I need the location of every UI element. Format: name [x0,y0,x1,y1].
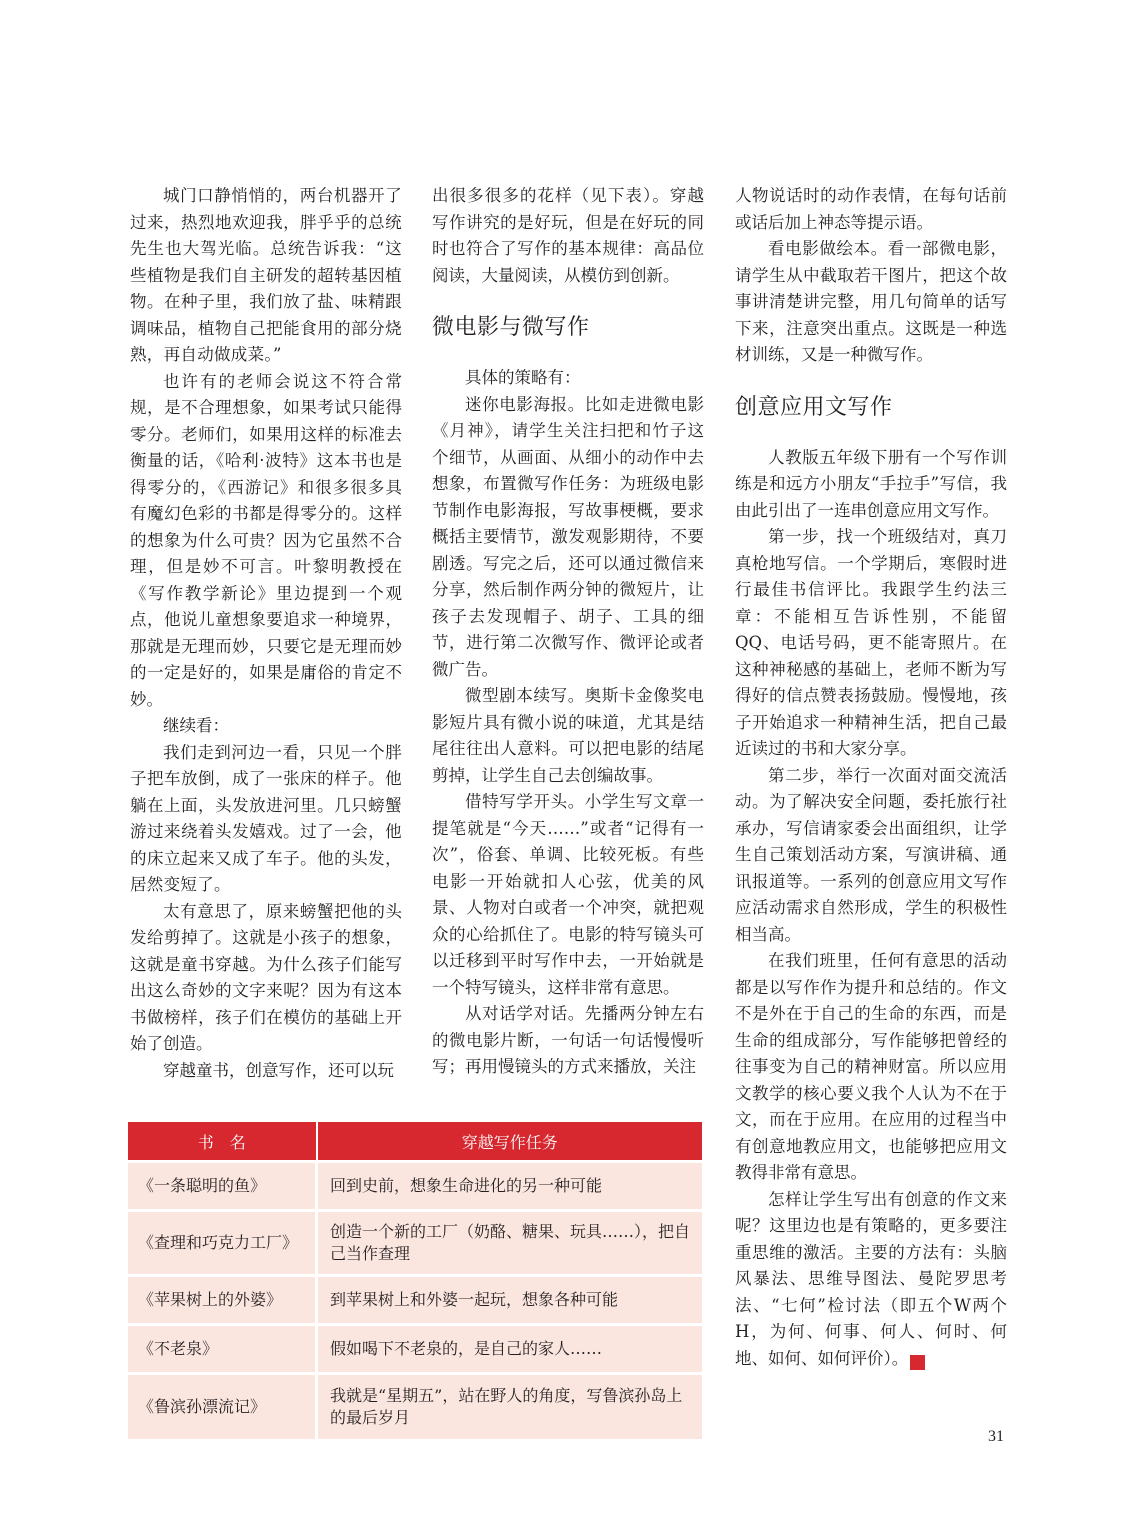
task-cell: 创造一个新的工厂（奶酪、糖果、玩具……），把自己当作查理 [317,1211,703,1276]
header-book-name: 书 名 [128,1122,317,1162]
table-row [128,1211,702,1276]
column-3 [735,183,1007,1372]
task-cell: 我就是“星期五”，站在野人的角度，写鲁滨孙岛上的最后岁月 [317,1374,703,1440]
section-heading: 创意应用文写作 [735,394,893,420]
book-cell: 《查理和巧克力工厂》 [128,1211,317,1276]
column-1 [130,183,402,1084]
body-paragraph: 继续看： [163,716,229,735]
quote-paragraph: 城门口静悄悄的，两台机器开了过来，热烈地欢迎我，胖乎乎的总统先生也大驾光临。总统告诉我：“这些植物是我们自主研发的超转基因植物。在种子里，我们放了盐、味精跟调味品，植物自己把能食用的部分烧熟，再自动做成菜。” [130,186,402,364]
table-row [128,1325,702,1374]
page-number: 31 [988,1428,1004,1445]
body-paragraph: 太有意思了，原来螃蟹把他的头发给剪掉了。这就是小孩子的想象，这就是童书穿越。为什么孩子们能写出这么奇妙的文字来呢？因为有这本书做榜样，孩子们在模仿的基础上开始了创造。 [130,901,402,1053]
table-row [128,1276,702,1325]
body-paragraph: 出很多很多的花样（见下表）。穿越写作讲究的是好玩，但是在好玩的同时也符合了写作的基本规律：高品位阅读，大量阅读，从模仿到创新。 [432,186,704,285]
book-cell: 《不老泉》 [128,1325,317,1374]
body-paragraph: 从对话学对话。先播两分钟左右的微电影片断，一句话一句话慢慢听写；再用慢镜头的方式来播放，关注 [432,1004,704,1076]
table-row [128,1162,702,1211]
body-paragraph: 看电影做绘本。看一部微电影，请学生从中截取若干图片，把这个故事讲清楚讲完整，用几句简单的话写下来，注意突出重点。这既是一种选材训练，又是一种微写作。 [735,239,1007,364]
body-paragraph: 也许有的老师会说这不符合常规，是不合理想象，如果考试只能得零分。老师们，如果用这样的标准去衡量的话，《哈利·波特》这本书也是得零分的，《西游记》和很多很多具有魔幻色彩的书都是得零分的。这样的想象为什么可贵？因为它虽然不合理，但是妙不可言。叶黎明教授在《写作教学新论》里边提到一个观点，他说儿童想象要追求一种境界，那就是无理而妙，只要它是无理而妙的一定是好的，如果是庸俗的肯定不妙。 [130,371,402,709]
body-paragraph: 具体的策略有： [465,368,581,387]
body-paragraph: 借特写学开头。小学生写文章一提笔就是“今天……”或者“记得有一次”，俗套、单调、比较死板。有些电影一开始就扣人心弦，优美的风景、人物对白或者一个冲突，就把观众的心给抓住了。电影的特写镜头可以迁移到平时写作中去，一开始就是一个特写镜头，这样非常有意思。 [432,792,704,997]
book-cell: 《鲁滨孙漂流记》 [128,1374,317,1440]
body-paragraph: 穿越童书，创意写作，还可以玩 [163,1060,394,1080]
table-header-row [128,1122,702,1162]
body-paragraph: 人物说话时的动作表情，在每句话前或话后加上神态等提示语。 [735,186,1007,232]
header-task: 穿越写作任务 [317,1122,703,1162]
book-cell: 《一条聪明的鱼》 [128,1162,317,1211]
task-cell: 到苹果树上和外婆一起玩，想象各种可能 [317,1276,703,1325]
quote-paragraph: 我们走到河边一看，只见一个胖子把车放倒，成了一张床的样子。他躺在上面，头发放进河里。几只螃蟹游过来绕着头发嬉戏。过了一会，他的床立起来又成了车子。他的头发，居然变短了。 [130,742,402,894]
book-task-table [128,1122,702,1439]
body-paragraph: 在我们班里，任何有意思的活动都是以写作作为提升和总结的。作文不是外在于自己的生命的东西，而是生命的组成部分，写作能够把曾经的往事变为自己的精神财富。所以应用文教学的核心要义我个人认为不在于文，而在于应用。在应用的过程当中有创意地教应用文，也能够把应用文教得非常有意思。 [735,951,1007,1182]
body-paragraph: 人教版五年级下册有一个写作训练是和远方小朋友“手拉手”写信，我由此引出了一连串创意应用文写作。 [735,447,1007,520]
body-paragraph [735,1187,1007,1373]
book-cell: 《苹果树上的外婆》 [128,1276,317,1325]
end-mark-icon: 家 [910,1355,925,1370]
final-paragraph-text: 怎样让学生写出有创意的作文来呢？这里边也是有策略的，更多要注重思维的激活。主要的方法有：头脑风暴法、思维导图法、曼陀罗思考法、“七何”检讨法（即五个W两个H，为何、何事、何人、何时、何地、如何、如何评价）。 [735,1189,1007,1368]
column-2 [432,183,704,1081]
table-row [128,1374,702,1440]
task-cell: 假如喝下不老泉的，是自己的家人…… [317,1325,703,1374]
body-paragraph: 第一步，找一个班级结对，真刀真枪地写信。一个学期后，寒假时进行最佳书信评比。我跟学生约法三章：不能相互告诉性别，不能留QQ、电话号码，更不能寄照片。在这种神秘感的基础上，老师不断为写得好的信点赞表扬鼓励。慢慢地，孩子开始追求一种精神生活，把自己最近读过的书和大家分享。 [735,527,1007,758]
body-paragraph: 第二步，举行一次面对面交流活动。为了解决安全问题，委托旅行社承办，写信请家委会出面组织，让学生自己策划活动方案，写演讲稿、通讯报道等。一系列的创意应用文写作应活动需求自然形成，学生的积极性相当高。 [735,765,1007,944]
body-paragraph: 迷你电影海报。比如走进微电影《月神》，请学生关注扫把和竹子这个细节，从画面、从细小的动作中去想象，布置微写作任务：为班级电影节制作电影海报，写故事梗概，要求概括主要情节，激发观影期待，不要剧透。写完之后，还可以通过微信来分享，然后制作两分钟的微短片，让孩子去发现帽子、胡子、工具的细节，进行第二次微写作、微评论或者微广告。 [432,394,704,679]
task-cell: 回到史前，想象生命进化的另一种可能 [317,1162,703,1211]
body-paragraph: 微型剧本续写。奥斯卡金像奖电影短片具有微小说的味道，尤其是结尾往往出人意料。可以把电影的结尾剪掉，让学生自己去创编故事。 [432,686,704,785]
section-heading: 微电影与微写作 [432,315,590,340]
